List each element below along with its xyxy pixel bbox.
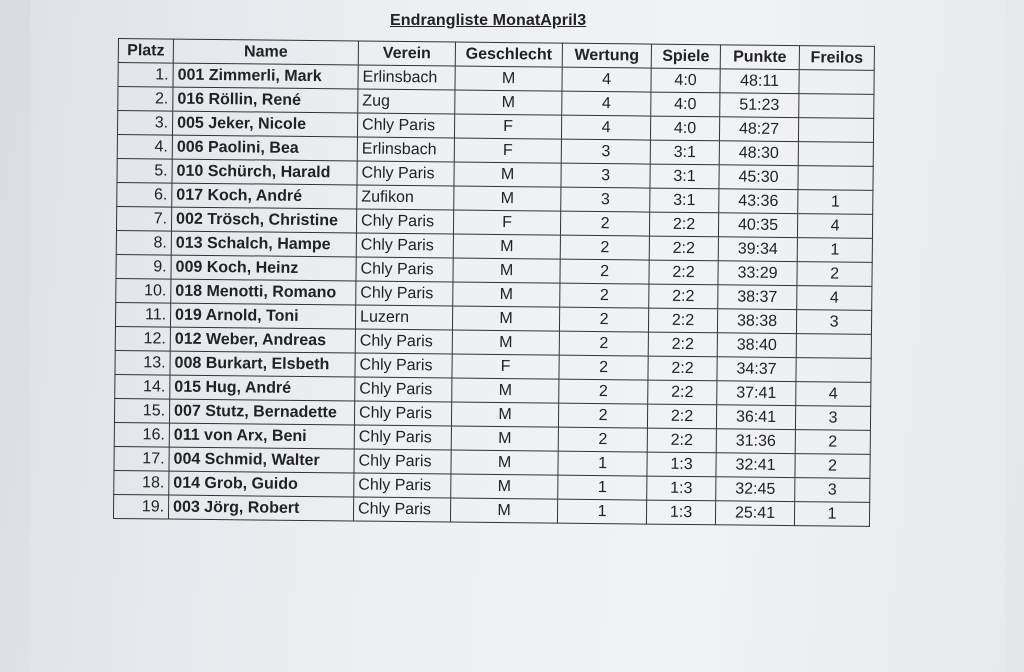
cell-wertung: 1	[558, 475, 647, 500]
cell-punkte: 36:41	[716, 405, 795, 430]
cell-spiele: 2:2	[647, 428, 716, 453]
cell-verein: Chly Paris	[353, 497, 450, 522]
cell-punkte: 38:38	[717, 309, 796, 334]
header-freilos: Freilos	[799, 46, 874, 71]
cell-verein: Zufikon	[357, 185, 454, 210]
cell-geschlecht: M	[452, 330, 559, 355]
cell-wertung: 2	[559, 379, 648, 404]
cell-wertung: 1	[557, 499, 646, 524]
cell-geschlecht: F	[452, 354, 559, 379]
cell-name: 008 Burkart, Elsbeth	[170, 351, 355, 377]
cell-freilos: 1	[798, 190, 873, 215]
cell-spiele: 4:0	[651, 92, 720, 117]
header-punkte: Punkte	[720, 45, 799, 70]
cell-punkte: 37:41	[717, 381, 796, 406]
cell-punkte: 25:41	[715, 501, 794, 526]
cell-verein: Chly Paris	[356, 233, 453, 258]
cell-geschlecht: M	[455, 90, 562, 115]
cell-spiele: 2:2	[649, 284, 718, 309]
cell-freilos: 2	[797, 262, 872, 287]
cell-wertung: 2	[560, 283, 649, 308]
cell-punkte: 32:41	[716, 453, 795, 478]
cell-verein: Chly Paris	[354, 401, 451, 426]
page-title: Endrangliste MonatApril3	[390, 12, 587, 29]
cell-freilos	[799, 70, 874, 95]
cell-geschlecht: M	[450, 498, 557, 523]
cell-platz: 13.	[115, 350, 170, 375]
cell-geschlecht: M	[451, 426, 558, 451]
cell-spiele: 2:2	[647, 404, 716, 429]
cell-geschlecht: M	[453, 234, 560, 259]
cell-punkte: 33:29	[718, 261, 797, 286]
cell-name: 016 Röllin, René	[173, 87, 358, 113]
cell-wertung: 2	[560, 211, 649, 236]
cell-punkte: 48:27	[719, 117, 798, 142]
cell-name: 010 Schürch, Harald	[172, 159, 357, 185]
cell-spiele: 2:2	[648, 356, 717, 381]
cell-name: 003 Jörg, Robert	[168, 495, 353, 521]
cell-platz: 10.	[116, 278, 171, 303]
cell-platz: 6.	[117, 182, 172, 207]
header-wertung: Wertung	[562, 43, 651, 68]
table-body	[113, 63, 874, 527]
cell-name: 011 von Arx, Beni	[169, 423, 354, 449]
cell-geschlecht: F	[454, 114, 561, 139]
cell-verein: Chly Paris	[355, 353, 452, 378]
cell-wertung: 3	[561, 139, 650, 164]
cell-geschlecht: M	[454, 162, 561, 187]
ranking-table	[113, 38, 875, 527]
cell-spiele: 3:1	[650, 164, 719, 189]
cell-wertung: 4	[561, 115, 650, 140]
cell-platz: 19.	[113, 494, 168, 519]
cell-freilos: 3	[796, 310, 871, 335]
cell-platz: 5.	[117, 158, 172, 183]
cell-geschlecht: M	[451, 474, 558, 499]
cell-spiele: 3:1	[650, 188, 719, 213]
cell-name: 018 Menotti, Romano	[171, 279, 356, 305]
cell-geschlecht: M	[455, 66, 562, 91]
cell-name: 009 Koch, Heinz	[171, 255, 356, 281]
cell-freilos	[798, 142, 873, 167]
cell-freilos: 3	[795, 406, 870, 431]
cell-platz: 9.	[116, 254, 171, 279]
cell-punkte: 34:37	[717, 357, 796, 382]
header-verein: Verein	[358, 41, 455, 66]
cell-punkte: 45:30	[719, 165, 798, 190]
cell-geschlecht: M	[452, 378, 559, 403]
cell-platz: 16.	[114, 422, 169, 447]
cell-punkte: 39:34	[718, 237, 797, 262]
cell-wertung: 4	[562, 67, 651, 92]
cell-freilos: 4	[797, 286, 872, 311]
cell-verein: Chly Paris	[357, 161, 454, 186]
cell-geschlecht: M	[451, 402, 558, 427]
cell-freilos: 4	[796, 382, 871, 407]
cell-wertung: 2	[559, 331, 648, 356]
cell-platz: 17.	[114, 446, 169, 471]
cell-punkte: 40:35	[718, 213, 797, 238]
cell-spiele: 1:3	[646, 500, 715, 525]
cell-freilos: 4	[797, 214, 872, 239]
cell-freilos: 2	[795, 430, 870, 455]
header-geschlecht: Geschlecht	[455, 42, 562, 67]
cell-platz: 12.	[115, 326, 170, 351]
cell-platz: 2.	[118, 87, 173, 112]
cell-spiele: 2:2	[648, 308, 717, 333]
cell-punkte: 51:23	[720, 93, 799, 118]
cell-verein: Chly Paris	[355, 377, 452, 402]
cell-platz: 4.	[117, 134, 172, 159]
cell-name: 005 Jeker, Nicole	[172, 111, 357, 137]
cell-verein: Chly Paris	[354, 425, 451, 450]
cell-freilos	[799, 94, 874, 119]
cell-name: 014 Grob, Guido	[169, 471, 354, 497]
cell-punkte: 38:37	[718, 285, 797, 310]
cell-geschlecht: M	[453, 258, 560, 283]
cell-wertung: 4	[562, 91, 651, 116]
cell-punkte: 31:36	[716, 429, 795, 454]
cell-spiele: 2:2	[649, 236, 718, 261]
cell-punkte: 48:11	[720, 69, 799, 94]
cell-wertung: 2	[558, 403, 647, 428]
cell-spiele: 2:2	[648, 380, 717, 405]
cell-wertung: 3	[561, 163, 650, 188]
cell-verein: Chly Paris	[356, 257, 453, 282]
cell-verein: Erlinsbach	[357, 137, 454, 162]
cell-name: 017 Koch, André	[172, 183, 357, 209]
cell-verein: Chly Paris	[356, 281, 453, 306]
cell-geschlecht: F	[454, 138, 561, 163]
cell-spiele: 4:0	[651, 68, 720, 93]
cell-punkte: 32:45	[716, 477, 795, 502]
cell-geschlecht: M	[454, 186, 561, 211]
cell-punkte: 38:40	[717, 333, 796, 358]
cell-freilos	[798, 118, 873, 143]
cell-freilos: 2	[795, 454, 870, 479]
cell-name: 007 Stutz, Bernadette	[169, 399, 354, 425]
cell-geschlecht: F	[453, 210, 560, 235]
cell-name: 019 Arnold, Toni	[170, 303, 355, 329]
cell-spiele: 2:2	[649, 212, 718, 237]
header-platz: Platz	[118, 39, 173, 64]
header-spiele: Spiele	[651, 44, 720, 69]
cell-verein: Chly Paris	[354, 473, 451, 498]
cell-freilos	[798, 166, 873, 191]
cell-name: 004 Schmid, Walter	[169, 447, 354, 473]
cell-platz: 1.	[118, 63, 173, 88]
cell-wertung: 2	[559, 307, 648, 332]
cell-punkte: 48:30	[719, 141, 798, 166]
cell-platz: 11.	[115, 302, 170, 327]
cell-platz: 15.	[114, 398, 169, 423]
cell-freilos: 1	[797, 238, 872, 263]
cell-platz: 3.	[117, 111, 172, 136]
cell-spiele: 4:0	[650, 116, 719, 141]
cell-name: 013 Schalch, Hampe	[171, 231, 356, 257]
cell-punkte: 43:36	[719, 189, 798, 214]
cell-verein: Erlinsbach	[358, 65, 455, 90]
cell-spiele: 1:3	[647, 476, 716, 501]
cell-spiele: 1:3	[647, 452, 716, 477]
cell-name: 002 Trösch, Christine	[171, 207, 356, 233]
cell-verein: Zug	[358, 89, 455, 114]
cell-verein: Chly Paris	[355, 329, 452, 354]
cell-spiele: 2:2	[649, 260, 718, 285]
cell-name: 015 Hug, André	[170, 375, 355, 401]
cell-verein: Chly Paris	[356, 209, 453, 234]
cell-geschlecht: M	[452, 306, 559, 331]
cell-verein: Chly Paris	[354, 449, 451, 474]
cell-freilos: 3	[795, 478, 870, 503]
cell-freilos	[796, 334, 871, 359]
cell-geschlecht: M	[451, 450, 558, 475]
cell-name: 012 Weber, Andreas	[170, 327, 355, 353]
cell-platz: 8.	[116, 230, 171, 255]
cell-platz: 14.	[115, 374, 170, 399]
cell-verein: Luzern	[355, 305, 452, 330]
cell-spiele: 3:1	[650, 140, 719, 165]
cell-freilos: 1	[794, 502, 869, 527]
cell-spiele: 2:2	[648, 332, 717, 357]
cell-wertung: 2	[560, 259, 649, 284]
cell-platz: 18.	[114, 470, 169, 495]
cell-wertung: 3	[561, 187, 650, 212]
cell-wertung: 2	[560, 235, 649, 260]
cell-name: 001 Zimmerli, Mark	[173, 63, 358, 89]
cell-verein: Chly Paris	[357, 113, 454, 138]
header-name: Name	[173, 39, 358, 65]
cell-geschlecht: M	[453, 282, 560, 307]
cell-freilos	[796, 358, 871, 383]
cell-platz: 7.	[116, 206, 171, 231]
cell-name: 006 Paolini, Bea	[172, 135, 357, 161]
cell-wertung: 2	[559, 355, 648, 380]
cell-wertung: 2	[558, 427, 647, 452]
cell-wertung: 1	[558, 451, 647, 476]
